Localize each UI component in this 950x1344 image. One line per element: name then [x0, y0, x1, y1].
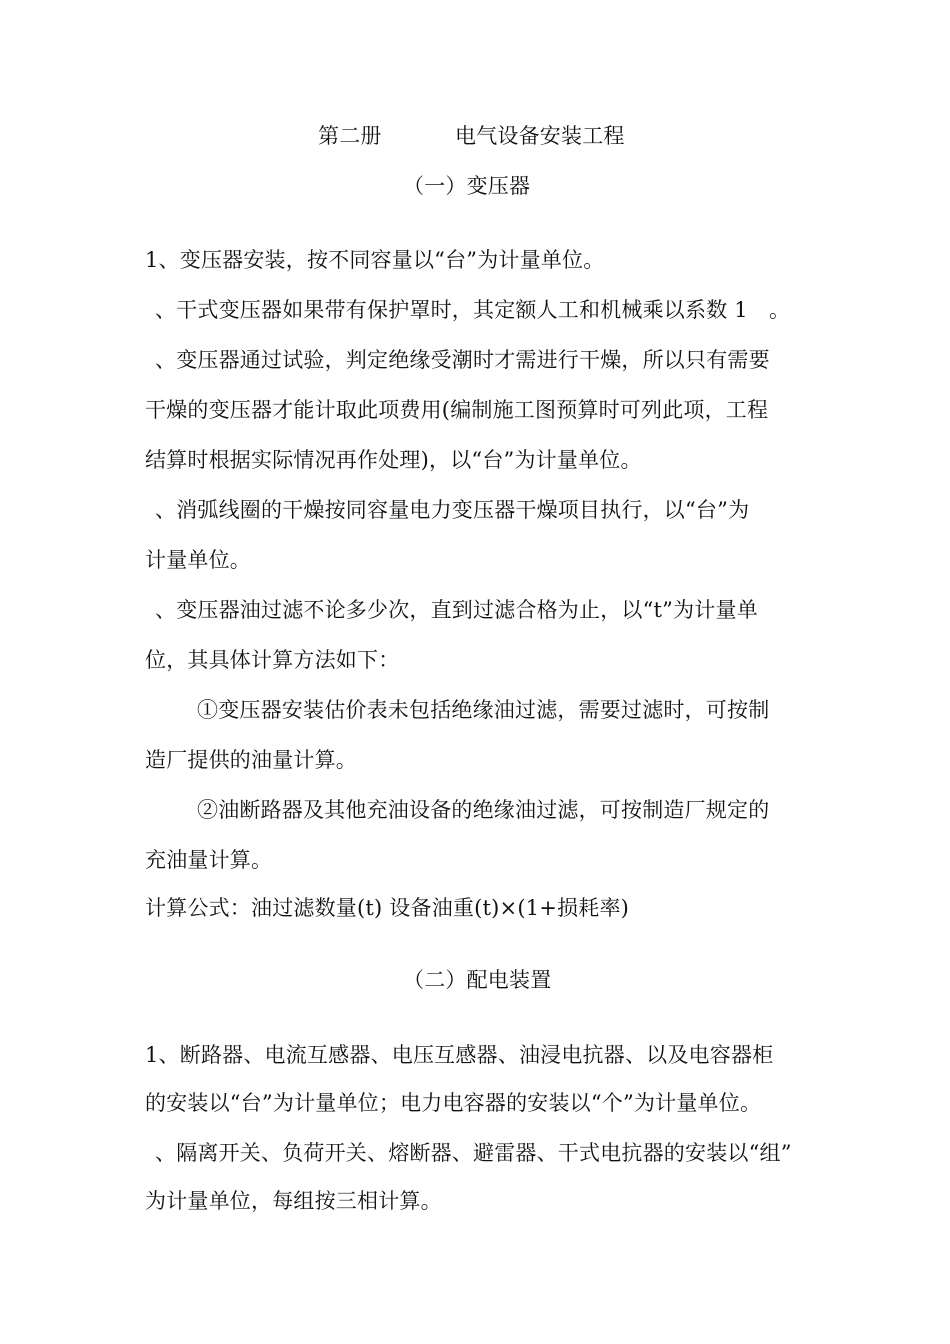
paragraph-line: 、干式变压器如果带有保护罩时，其定额人工和机械乘以系数 1 。 — [155, 298, 791, 322]
paragraph-line: ②油断路器及其他充油设备的绝缘油过滤，可按制造厂规定的 — [197, 798, 770, 822]
paragraph-line: 充油量计算。 — [145, 848, 273, 872]
paragraph-line: 、隔离开关、负荷开关、熔断器、避雷器、干式电抗器的安装以“组” — [155, 1141, 792, 1165]
paragraph-line: 结算时根据实际情况再作处理)，以“台”为计量单位。 — [145, 448, 642, 472]
paragraph-line: 、变压器油过滤不论多少次，直到过滤合格为止，以“t”为计量单 — [155, 598, 758, 622]
formula-line: 计算公式：油过滤数量(t) 设备油重(t)×(1+损耗率) — [145, 896, 630, 920]
paragraph-line: 1、变压器安装，按不同容量以“台”为计量单位。 — [145, 248, 605, 272]
paragraph-line: 、消弧线圈的干燥按同容量电力变压器干燥项目执行，以“台”为 — [155, 498, 750, 522]
paragraph-line: 的安装以“台”为计量单位；电力电容器的安装以“个”为计量单位。 — [145, 1091, 762, 1115]
section-heading-transformer: （一）变压器 — [403, 174, 531, 198]
section-heading-distribution: （二）配电装置 — [403, 968, 552, 992]
paragraph-line: 位，其具体计算方法如下： — [145, 648, 400, 672]
volume-title: 电气设备安装工程 — [455, 124, 625, 148]
paragraph-line: 计量单位。 — [145, 548, 251, 572]
paragraph-line: ①变压器安装估价表未包括绝缘油过滤，需要过滤时，可按制 — [197, 698, 770, 722]
paragraph-line: 为计量单位，每组按三相计算。 — [145, 1189, 442, 1213]
paragraph-line: 干燥的变压器才能计取此项费用(编制施工图预算时可列此项，工程 — [145, 398, 769, 422]
paragraph-line: 、变压器通过试验，判定绝缘受潮时才需进行干燥，所以只有需要 — [155, 348, 770, 372]
paragraph-line: 造厂提供的油量计算。 — [145, 748, 357, 772]
volume-label: 第二册 — [318, 124, 382, 148]
paragraph-line: 1、断路器、电流互感器、电压互感器、油浸电抗器、以及电容器柜 — [145, 1043, 774, 1067]
